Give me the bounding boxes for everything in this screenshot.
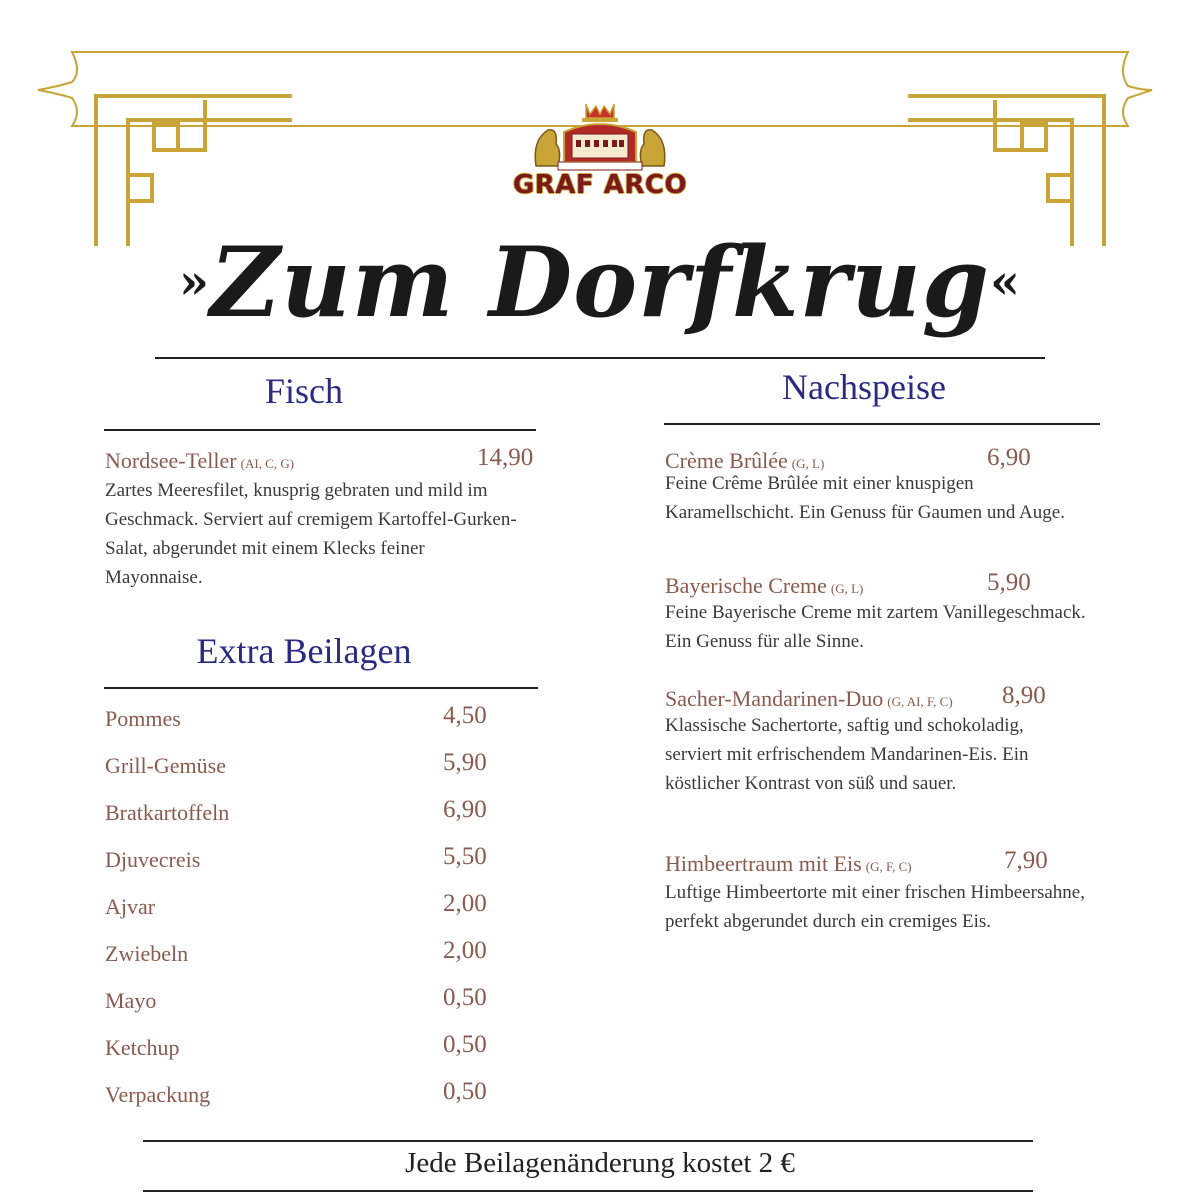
graf-arco-crest-logo xyxy=(528,100,672,172)
list-item-price: 0,50 xyxy=(443,1031,487,1058)
item-allergens: (G, F, C) xyxy=(865,859,912,874)
list-item: Zwiebeln xyxy=(105,941,189,966)
list-item-price: 0,50 xyxy=(443,984,487,1011)
item-name xyxy=(665,851,912,877)
list-item-price: 2,00 xyxy=(443,890,487,917)
item-description: Luftige Himbeertorte mit einer frischen Himbeersahne, perfekt abgerundet durch ein cremiges Eis. xyxy=(665,882,1085,932)
item-price: 7,90 xyxy=(1004,847,1048,874)
item-description: Klassische Sachertorte, saftig und schokoladig, serviert mit erfrischendem Mandarinen-Eis. Ein köstlicher Kontrast von süß und sauer. xyxy=(665,715,1029,794)
item-allergens: (AI, C, G) xyxy=(240,456,295,471)
item-allergens: (G, AI, F, C) xyxy=(887,694,953,709)
list-item: Verpackung xyxy=(105,1082,211,1107)
list-item: Bratkartoffeln xyxy=(105,800,230,825)
item-price: 5,90 xyxy=(987,569,1031,596)
beilagen-divider xyxy=(104,687,538,689)
title-divider xyxy=(155,357,1045,359)
list-item-price: 0,50 xyxy=(443,1078,487,1105)
list-item: Djuvecreis xyxy=(105,847,201,872)
list-item: Mayo xyxy=(105,988,157,1013)
beilagen-list xyxy=(105,702,505,1116)
section-heading-nachspeise: Nachspeise xyxy=(782,367,946,407)
list-item: Ajvar xyxy=(105,894,156,919)
footer-divider-bottom xyxy=(143,1190,1033,1192)
section-heading-beilagen: Extra Beilagen xyxy=(196,631,412,671)
title-open-quote: » xyxy=(178,254,210,310)
section-heading-fisch: Fisch xyxy=(264,371,343,411)
footer-note: Jede Beilagenänderung kostet 2 € xyxy=(405,1147,795,1179)
list-item-price: 4,50 xyxy=(443,702,487,729)
brand-name: GRAF ARCO xyxy=(512,170,688,200)
item-name-text: Himbeertraum mit Eis xyxy=(665,851,862,876)
list-item: Grill-Gemüse xyxy=(105,753,226,778)
item-price: 8,90 xyxy=(1002,682,1046,709)
restaurant-title xyxy=(0,222,1200,343)
item-description: Feine Crême Brûlée mit einer knuspigen Karamellschicht. Ein Genuss für Gaumen und Auge. xyxy=(665,473,1065,523)
list-item: Ketchup xyxy=(105,1035,180,1060)
item-allergens: (G, L) xyxy=(830,581,864,596)
title-text: Zum Dorfkrug xyxy=(209,226,991,339)
item-name xyxy=(105,448,294,474)
fisch-divider xyxy=(104,429,536,431)
item-price: 14,90 xyxy=(477,444,534,471)
item-name xyxy=(665,686,953,712)
item-name-text: Bayerische Creme xyxy=(665,573,827,598)
title-close-quote: « xyxy=(990,254,1022,310)
item-allergens: (G, L) xyxy=(791,456,825,471)
item-name-text: Sacher-Mandarinen-Duo xyxy=(665,686,884,711)
list-item-price: 5,90 xyxy=(443,749,487,776)
list-item: Pommes xyxy=(105,706,181,731)
item-name-text: Crème Brûlée xyxy=(665,448,788,473)
list-item-price: 5,50 xyxy=(443,843,487,870)
item-name xyxy=(665,573,863,599)
item-description: Feine Bayerische Creme mit zartem Vanillegeschmack. Ein Genuss für alle Sinne. xyxy=(665,602,1086,652)
item-name-text: Nordsee-Teller xyxy=(105,448,237,473)
item-price: 6,90 xyxy=(987,444,1031,471)
list-item-price: 6,90 xyxy=(443,796,487,823)
nachspeise-divider xyxy=(664,423,1100,425)
list-item-price: 2,00 xyxy=(443,937,487,964)
footer-divider-top xyxy=(143,1140,1033,1142)
item-description: Zartes Meeresfilet, knusprig gebraten und mild im Geschmack. Serviert auf cremigem Kartoffel-Gurken-Salat, abgerundet mit einem Klecks feiner Mayonnaise. xyxy=(105,480,517,588)
